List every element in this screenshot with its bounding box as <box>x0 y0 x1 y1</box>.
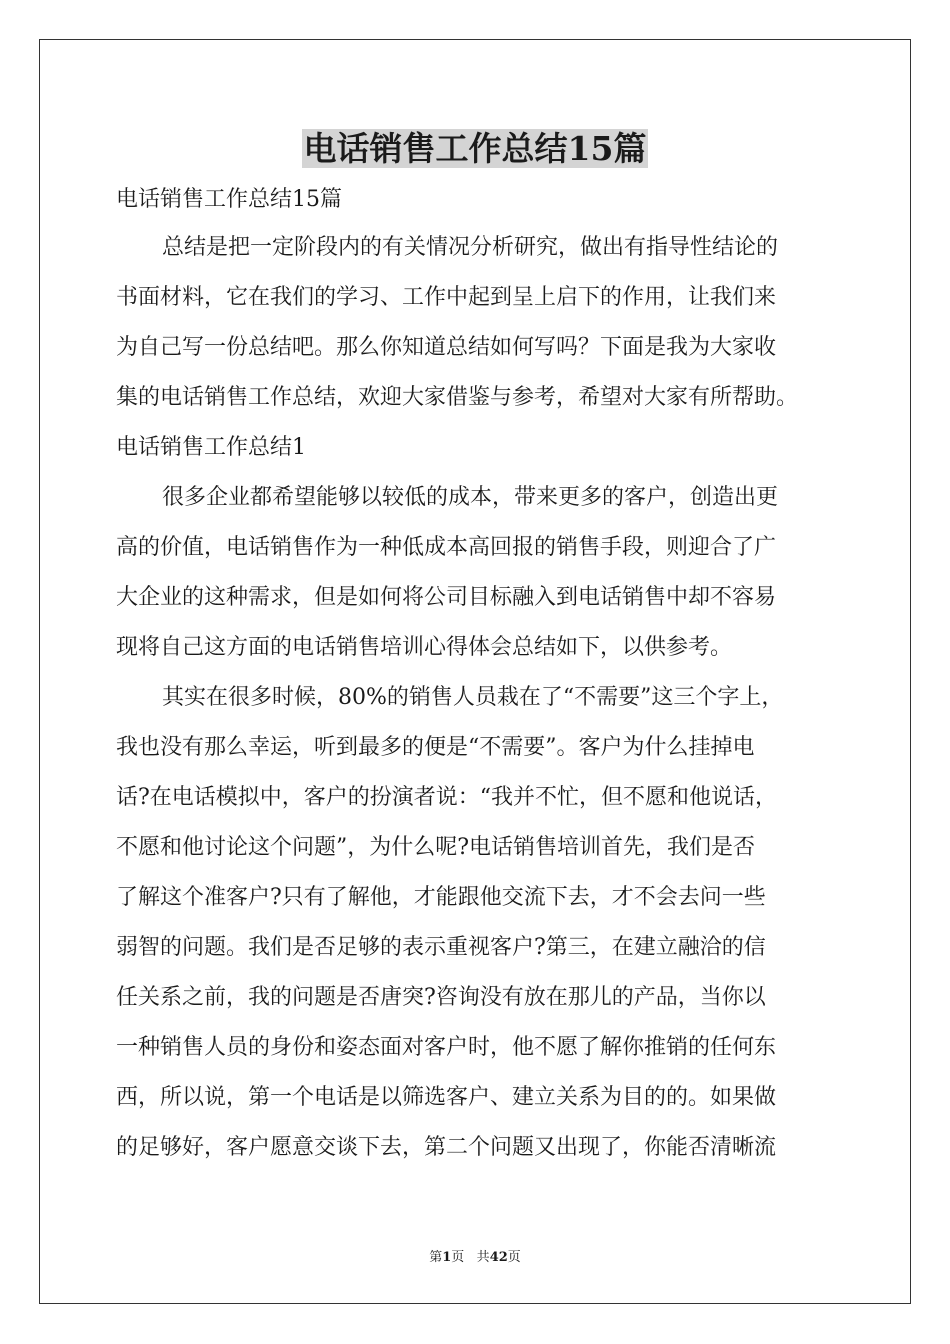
body-line: 的足够好，客户愿意交谈下去，第二个问题又出现了，你能否清晰流 <box>116 1135 777 1160</box>
current-page-number: 1 <box>442 1250 452 1265</box>
body-line: 弱智的问题。我们是否足够的表示重视客户?第三，在建立融洽的信 <box>116 935 766 960</box>
body-line: 任关系之前，我的问题是否唐突?咨询没有放在那儿的产品，当你以 <box>116 985 766 1010</box>
body-line: 大企业的这种需求，但是如何将公司目标融入到电话销售中却不容易 <box>116 585 777 610</box>
body-line: 高的价值，电话销售作为一种低成本高回报的销售手段，则迎合了广 <box>116 535 777 560</box>
body-line: 现将自己这方面的电话销售培训心得体会总结如下，以供参考。 <box>116 635 733 660</box>
document-title-text: 电话销售工作总结15篇 <box>303 129 647 168</box>
page-footer <box>0 1249 950 1267</box>
document-title <box>0 124 950 174</box>
body-line: 西，所以说，第一个电话是以筛选客户、建立关系为目的的。如果做 <box>116 1085 777 1110</box>
page-prefix: 第 <box>429 1250 443 1265</box>
total-suffix: 页 <box>507 1250 521 1265</box>
total-prefix: 共 <box>476 1250 490 1265</box>
page-border <box>39 39 911 1304</box>
body-line: 书面材料，它在我们的学习、工作中起到呈上启下的作用，让我们来 <box>116 285 777 310</box>
body-line: 了解这个准客户?只有了解他，才能跟他交流下去，才不会去问一些 <box>116 885 766 910</box>
body-line: 总结是把一定阶段内的有关情况分析研究，做出有指导性结论的 <box>162 235 779 260</box>
body-line: 很多企业都希望能够以较低的成本，带来更多的客户，创造出更 <box>162 485 779 510</box>
body-line: 一种销售人员的身份和姿态面对客户时，他不愿了解你推销的任何东 <box>116 1035 777 1060</box>
body-line: 集的电话销售工作总结，欢迎大家借鉴与参考，希望对大家有所帮助。 <box>116 385 799 410</box>
page-suffix: 页 <box>451 1250 465 1265</box>
body-line: 我也没有那么幸运，听到最多的便是“不需要”。客户为什么挂掉电 <box>116 735 755 760</box>
section-heading: 电话销售工作总结1 <box>116 435 306 460</box>
body-line: 不愿和他讨论这个问题”，为什么呢?电话销售培训首先，我们是否 <box>116 835 756 860</box>
body-line: 为自己写一份总结吧。那么你知道总结如何写吗？下面是我为大家收 <box>116 335 777 360</box>
total-page-count: 42 <box>489 1250 508 1265</box>
body-line: 话?在电话模拟中，客户的扮演者说：“我并不忙，但不愿和他说话， <box>116 785 778 810</box>
body-line: 其实在很多时候，80%的销售人员栽在了“不需要”这三个字上， <box>162 685 784 710</box>
subtitle-line: 电话销售工作总结15篇 <box>116 187 342 212</box>
